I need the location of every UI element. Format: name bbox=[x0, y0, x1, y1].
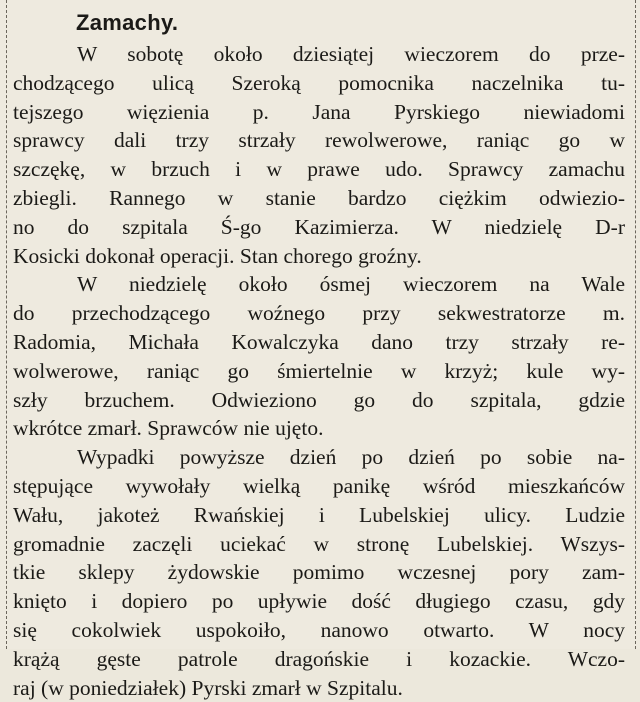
text-line: knięto i dopiero po upływie dość długiego czasu, gdy bbox=[13, 589, 625, 614]
text-line: zbiegli. Rannego w stanie bardzo ciężkim odwiezio- bbox=[13, 185, 625, 210]
text-line: krążą gęste patrole dragońskie i kozackie. Wczo- bbox=[13, 646, 625, 671]
text-line: W niedzielę około ósmej wieczorem na Wale bbox=[77, 272, 625, 297]
text-line: do przechodzącego woźnego przy sekwestratorze m. bbox=[13, 301, 625, 326]
text-line: Wypadki powyższe dzień po dzień po sobie na- bbox=[77, 445, 625, 470]
text-line: szły brzuchem. Odwieziono go do szpitala, gdzie bbox=[13, 387, 625, 412]
text-line: tkie sklepy żydowskie pomimo wczesnej pory zam- bbox=[13, 560, 625, 585]
text-line: wolwerowe, raniąc go śmiertelnie w krzyż; kule wy- bbox=[13, 358, 625, 383]
text-line: sprawcy dali trzy strzały rewolwerowe, raniąc go w bbox=[13, 128, 625, 153]
text-line: wkrótce zmarł. Sprawców nie ujęto. bbox=[13, 416, 324, 441]
text-line: szczękę, w brzuch i w prawe udo. Sprawcy zamachu bbox=[13, 157, 625, 182]
text-line: się cokolwiek uspokoiło, nanowo otwarto. W nocy bbox=[13, 617, 625, 642]
text-line: Radomia, Michała Kowalczyka dano trzy strzały re- bbox=[13, 329, 625, 354]
text-line: Kosicki dokonał operacji. Stan chorego groźny. bbox=[13, 243, 422, 268]
right-column-rule bbox=[635, 0, 637, 649]
text-line: tejszego więzienia p. Jana Pyrskiego niewiadomi bbox=[13, 99, 625, 124]
text-line: chodzącego ulicą Szeroką pomocnika naczelnika tu- bbox=[13, 70, 625, 95]
text-line: no do szpitala Ś-go Kazimierza. W niedzielę D-r bbox=[13, 214, 625, 239]
text-line: stępujące wywołały wielką panikę wśród mieszkańców bbox=[13, 473, 625, 498]
text-line: raj (w poniedziałek) Pyrski zmarł w Szpitalu. bbox=[13, 675, 403, 700]
article-title: Zamachy. bbox=[76, 10, 179, 35]
text-line: gromadnie zaczęli uciekać w stronę Lubelskiej. Wszys- bbox=[13, 531, 625, 556]
article-body bbox=[13, 40, 625, 702]
text-line: W sobotę około dziesiątej wieczorem do prze- bbox=[77, 42, 625, 66]
text-line: Wału, jakoteż Rwańskiej i Lubelskiej ulicy. Ludzie bbox=[13, 502, 625, 527]
left-column-rule bbox=[6, 0, 8, 649]
